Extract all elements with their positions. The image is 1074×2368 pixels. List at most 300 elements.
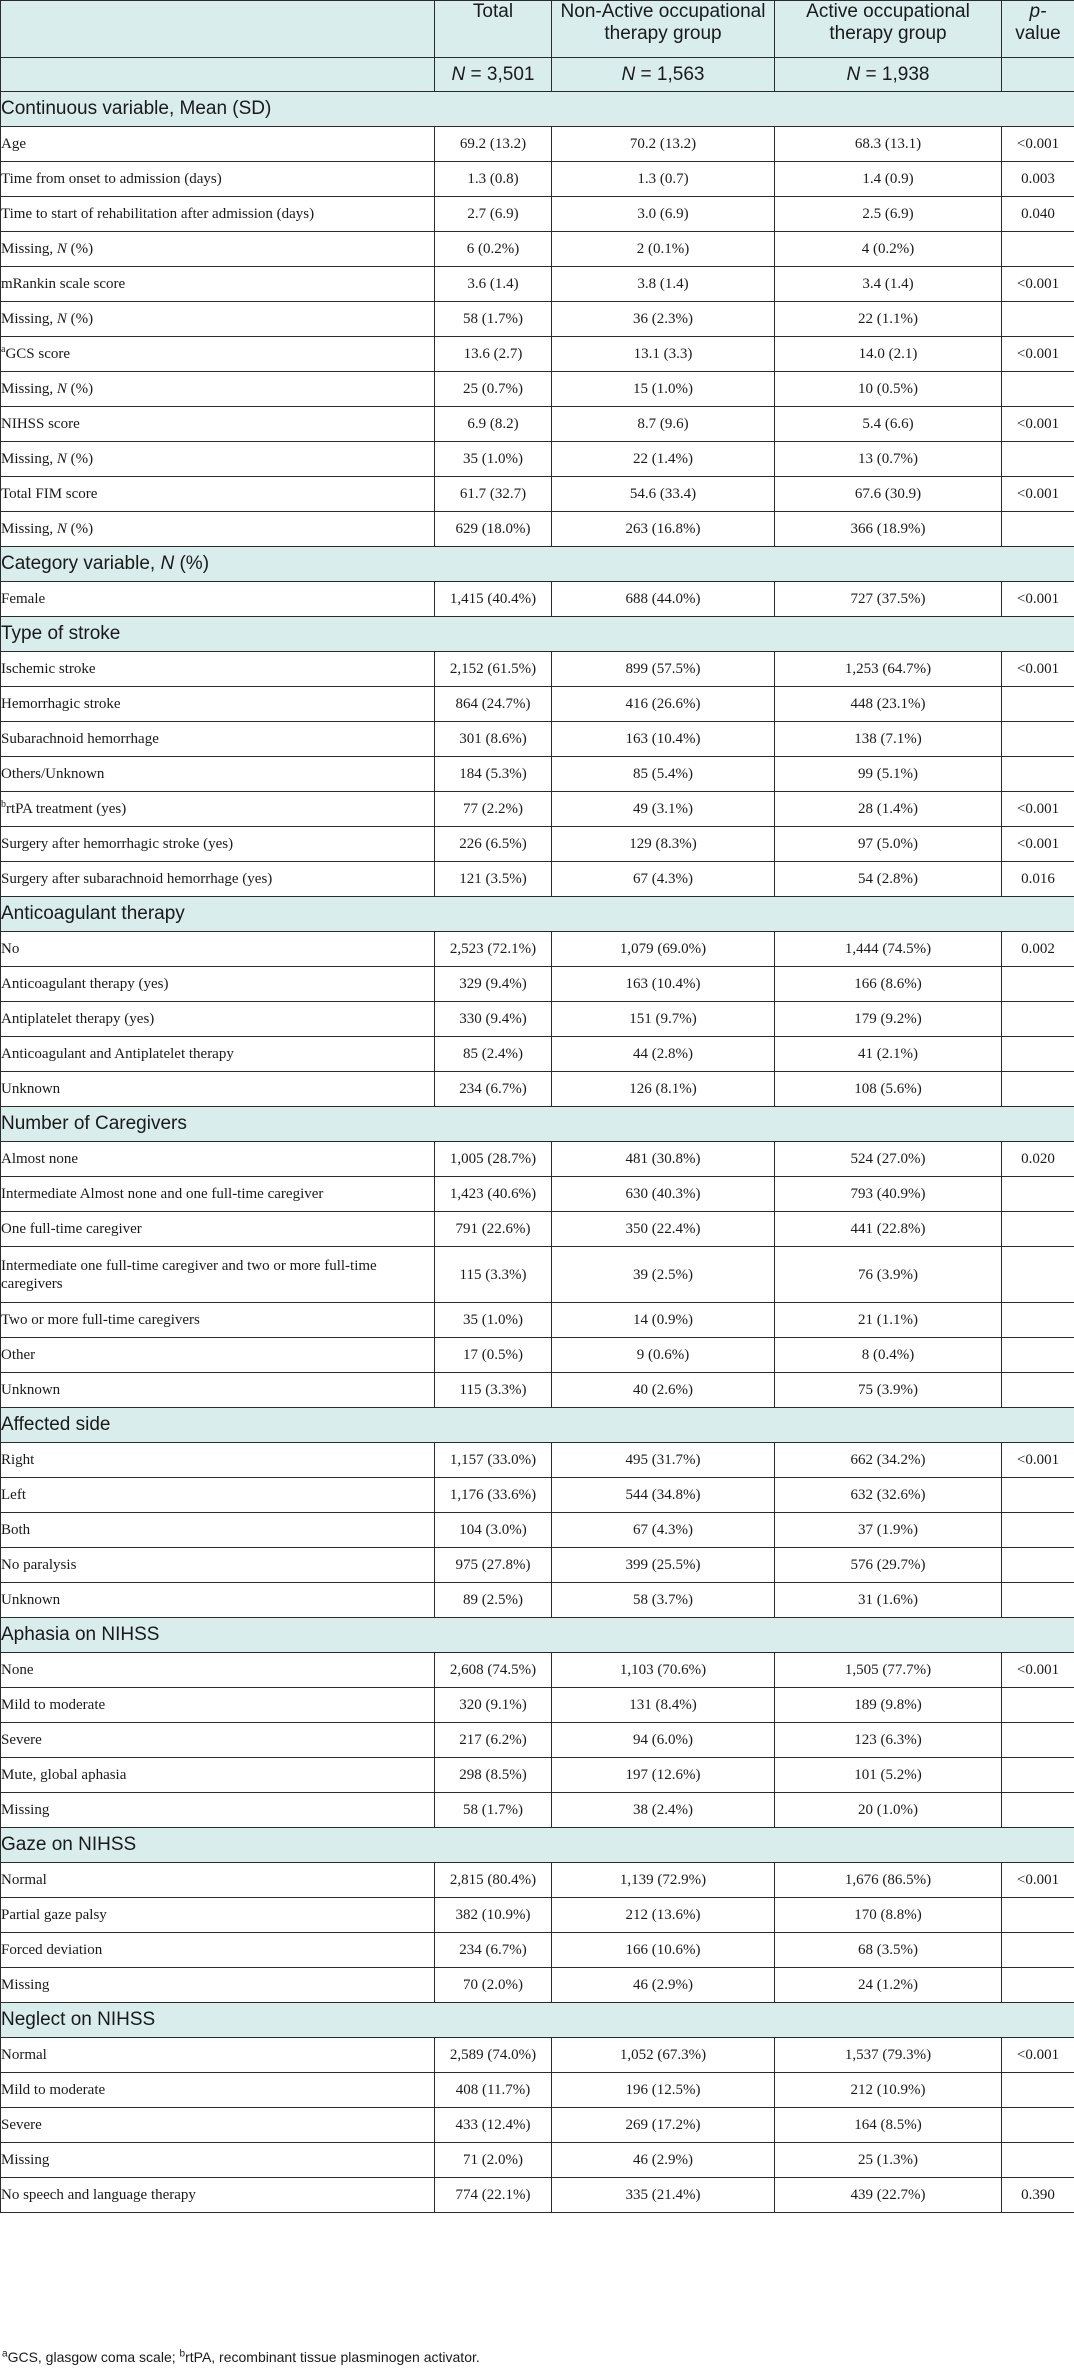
table-row: [1, 197, 1074, 232]
cell-nonactive: 131 (8.4%): [552, 1688, 775, 1723]
row-label: No: [1, 932, 435, 967]
row-label: Time from onset to admission (days): [1, 162, 435, 197]
row-label: Antiplatelet therapy (yes): [1, 1002, 435, 1037]
table-body: [1, 92, 1074, 2213]
cell-p-value: <0.001: [1002, 127, 1074, 162]
cell-nonactive: 36 (2.3%): [552, 302, 775, 337]
cell-total: 226 (6.5%): [435, 827, 552, 862]
cell-p-value: [1002, 1933, 1074, 1968]
cell-nonactive: 495 (31.7%): [552, 1443, 775, 1478]
section-header: [1, 1408, 1074, 1443]
cell-nonactive: 13.1 (3.3): [552, 337, 775, 372]
table-row: [1, 1037, 1074, 1072]
header-variable: [1, 1, 435, 58]
cell-nonactive: 46 (2.9%): [552, 1968, 775, 2003]
table-row: [1, 1002, 1074, 1037]
row-label: Hemorrhagic stroke: [1, 687, 435, 722]
cell-active: 28 (1.4%): [775, 792, 1002, 827]
row-label: Missing, N (%): [1, 302, 435, 337]
cell-active: 25 (1.3%): [775, 2143, 1002, 2178]
cell-total: 301 (8.6%): [435, 722, 552, 757]
cell-active: 366 (18.9%): [775, 512, 1002, 547]
row-label: Anticoagulant therapy (yes): [1, 967, 435, 1002]
cell-active: 2.5 (6.9): [775, 197, 1002, 232]
cell-active: 97 (5.0%): [775, 827, 1002, 862]
row-label: Two or more full-time caregivers: [1, 1303, 435, 1338]
cell-p-value: <0.001: [1002, 267, 1074, 302]
row-label: Missing, N (%): [1, 442, 435, 477]
cell-active: 108 (5.6%): [775, 1072, 1002, 1107]
cell-nonactive: 481 (30.8%): [552, 1142, 775, 1177]
cell-p-value: [1002, 1723, 1074, 1758]
header-n-active: N = 1,938: [775, 58, 1002, 92]
cell-p-value: [1002, 1968, 1074, 2003]
cell-total: 115 (3.3%): [435, 1247, 552, 1303]
cell-total: 408 (11.7%): [435, 2073, 552, 2108]
table-row: [1, 1898, 1074, 1933]
cell-nonactive: 15 (1.0%): [552, 372, 775, 407]
table-row: [1, 1723, 1074, 1758]
section-title: Neglect on NIHSS: [1, 2003, 1074, 2038]
cell-p-value: [1002, 1688, 1074, 1723]
header-row-n: [1, 58, 1074, 92]
table-row: [1, 1338, 1074, 1373]
table-row: [1, 967, 1074, 1002]
row-label: Ischemic stroke: [1, 652, 435, 687]
cell-active: 8 (0.4%): [775, 1338, 1002, 1373]
cell-nonactive: 67 (4.3%): [552, 1513, 775, 1548]
cell-nonactive: 2 (0.1%): [552, 232, 775, 267]
table-row: [1, 1177, 1074, 1212]
cell-nonactive: 129 (8.3%): [552, 827, 775, 862]
cell-p-value: [1002, 232, 1074, 267]
row-label: Missing, N (%): [1, 512, 435, 547]
cell-total: 2,815 (80.4%): [435, 1863, 552, 1898]
cell-nonactive: 3.8 (1.4): [552, 267, 775, 302]
cell-p-value: [1002, 1212, 1074, 1247]
cell-active: 632 (32.6%): [775, 1478, 1002, 1513]
cell-p-value: [1002, 2143, 1074, 2178]
cell-total: 77 (2.2%): [435, 792, 552, 827]
table-row: [1, 1513, 1074, 1548]
cell-active: 123 (6.3%): [775, 1723, 1002, 1758]
section-header: [1, 547, 1074, 582]
table-row: [1, 2178, 1074, 2213]
row-label: One full-time caregiver: [1, 1212, 435, 1247]
cell-active: 5.4 (6.6): [775, 407, 1002, 442]
cell-active: 576 (29.7%): [775, 1548, 1002, 1583]
cell-total: 25 (0.7%): [435, 372, 552, 407]
cell-active: 10 (0.5%): [775, 372, 1002, 407]
cell-p-value: [1002, 2073, 1074, 2108]
cell-total: 35 (1.0%): [435, 1303, 552, 1338]
cell-p-value: [1002, 372, 1074, 407]
cell-total: 1.3 (0.8): [435, 162, 552, 197]
cell-nonactive: 163 (10.4%): [552, 722, 775, 757]
cell-total: 791 (22.6%): [435, 1212, 552, 1247]
row-label: Surgery after hemorrhagic stroke (yes): [1, 827, 435, 862]
cell-total: 234 (6.7%): [435, 1933, 552, 1968]
cell-total: 629 (18.0%): [435, 512, 552, 547]
cell-p-value: [1002, 757, 1074, 792]
cell-p-value: <0.001: [1002, 477, 1074, 512]
row-label: Normal: [1, 1863, 435, 1898]
cell-total: 85 (2.4%): [435, 1037, 552, 1072]
table-row: [1, 1863, 1074, 1898]
row-label: Other: [1, 1338, 435, 1373]
table-row: [1, 1247, 1074, 1303]
cell-total: 6 (0.2%): [435, 232, 552, 267]
cell-total: 774 (22.1%): [435, 2178, 552, 2213]
cell-active: 13 (0.7%): [775, 442, 1002, 477]
cell-nonactive: 544 (34.8%): [552, 1478, 775, 1513]
row-label: Intermediate one full-time caregiver and two or more full-time caregivers: [1, 1247, 435, 1303]
cell-active: 1,253 (64.7%): [775, 652, 1002, 687]
row-label: Left: [1, 1478, 435, 1513]
cell-active: 1,505 (77.7%): [775, 1653, 1002, 1688]
table-row: [1, 757, 1074, 792]
cell-p-value: [1002, 1373, 1074, 1408]
row-label: Right: [1, 1443, 435, 1478]
cell-active: 68.3 (13.1): [775, 127, 1002, 162]
cell-active: 41 (2.1%): [775, 1037, 1002, 1072]
cell-nonactive: 1,079 (69.0%): [552, 932, 775, 967]
table-row: [1, 1072, 1074, 1107]
cell-nonactive: 1,139 (72.9%): [552, 1863, 775, 1898]
cell-nonactive: 70.2 (13.2): [552, 127, 775, 162]
cell-nonactive: 335 (21.4%): [552, 2178, 775, 2213]
cell-nonactive: 9 (0.6%): [552, 1338, 775, 1373]
section-header: [1, 1828, 1074, 1863]
cell-nonactive: 899 (57.5%): [552, 652, 775, 687]
row-label: mRankin scale score: [1, 267, 435, 302]
cell-active: 99 (5.1%): [775, 757, 1002, 792]
cell-p-value: [1002, 1072, 1074, 1107]
cell-total: 298 (8.5%): [435, 1758, 552, 1793]
cell-total: 382 (10.9%): [435, 1898, 552, 1933]
header-n-blank: [1, 58, 435, 92]
row-label: Missing: [1, 1793, 435, 1828]
cell-nonactive: 399 (25.5%): [552, 1548, 775, 1583]
cell-total: 2,523 (72.1%): [435, 932, 552, 967]
cell-active: 20 (1.0%): [775, 1793, 1002, 1828]
cell-total: 13.6 (2.7): [435, 337, 552, 372]
cell-active: 441 (22.8%): [775, 1212, 1002, 1247]
cell-total: 1,423 (40.6%): [435, 1177, 552, 1212]
row-label: Female: [1, 582, 435, 617]
cell-total: 184 (5.3%): [435, 757, 552, 792]
cell-total: 433 (12.4%): [435, 2108, 552, 2143]
cell-active: 68 (3.5%): [775, 1933, 1002, 1968]
cell-nonactive: 688 (44.0%): [552, 582, 775, 617]
table-row: [1, 1793, 1074, 1828]
cell-active: 76 (3.9%): [775, 1247, 1002, 1303]
cell-nonactive: 22 (1.4%): [552, 442, 775, 477]
header-p-value: p- value: [1002, 1, 1074, 58]
cell-active: 3.4 (1.4): [775, 267, 1002, 302]
cell-total: 234 (6.7%): [435, 1072, 552, 1107]
cell-active: 439 (22.7%): [775, 2178, 1002, 2213]
cell-nonactive: 196 (12.5%): [552, 2073, 775, 2108]
header-total: Total: [435, 1, 552, 58]
row-label: Missing, N (%): [1, 372, 435, 407]
cell-nonactive: 85 (5.4%): [552, 757, 775, 792]
cell-nonactive: 40 (2.6%): [552, 1373, 775, 1408]
table-row: [1, 652, 1074, 687]
header-n-nonactive: N = 1,563: [552, 58, 775, 92]
cell-total: 1,415 (40.4%): [435, 582, 552, 617]
table-row: [1, 827, 1074, 862]
table-row: [1, 162, 1074, 197]
cell-active: 22 (1.1%): [775, 302, 1002, 337]
table-row: [1, 1688, 1074, 1723]
row-label: Both: [1, 1513, 435, 1548]
cell-active: 24 (1.2%): [775, 1968, 1002, 2003]
cell-p-value: [1002, 302, 1074, 337]
table-row: [1, 2143, 1074, 2178]
cell-total: 330 (9.4%): [435, 1002, 552, 1037]
table-row: [1, 862, 1074, 897]
cell-total: 121 (3.5%): [435, 862, 552, 897]
cell-p-value: <0.001: [1002, 827, 1074, 862]
row-label: NIHSS score: [1, 407, 435, 442]
cell-p-value: 0.390: [1002, 2178, 1074, 2213]
cell-p-value: [1002, 1303, 1074, 1338]
cell-active: 1,676 (86.5%): [775, 1863, 1002, 1898]
row-label: Mute, global aphasia: [1, 1758, 435, 1793]
cell-nonactive: 197 (12.6%): [552, 1758, 775, 1793]
cell-total: 975 (27.8%): [435, 1548, 552, 1583]
cell-nonactive: 151 (9.7%): [552, 1002, 775, 1037]
cell-p-value: [1002, 512, 1074, 547]
row-label: Almost none: [1, 1142, 435, 1177]
row-label: Normal: [1, 2038, 435, 2073]
cell-active: 1.4 (0.9): [775, 162, 1002, 197]
cell-p-value: [1002, 1478, 1074, 1513]
cell-active: 166 (8.6%): [775, 967, 1002, 1002]
table-row: [1, 1758, 1074, 1793]
cell-p-value: [1002, 1002, 1074, 1037]
cell-nonactive: 263 (16.8%): [552, 512, 775, 547]
cell-total: 320 (9.1%): [435, 1688, 552, 1723]
cell-p-value: <0.001: [1002, 1863, 1074, 1898]
cell-total: 69.2 (13.2): [435, 127, 552, 162]
cell-total: 89 (2.5%): [435, 1583, 552, 1618]
cell-p-value: <0.001: [1002, 2038, 1074, 2073]
section-title: Type of stroke: [1, 617, 1074, 652]
cell-total: 115 (3.3%): [435, 1373, 552, 1408]
cell-p-value: [1002, 1793, 1074, 1828]
row-label: Unknown: [1, 1373, 435, 1408]
table-row: [1, 2038, 1074, 2073]
cell-p-value: <0.001: [1002, 337, 1074, 372]
table-row: [1, 477, 1074, 512]
section-header: [1, 1107, 1074, 1142]
cell-active: 212 (10.9%): [775, 2073, 1002, 2108]
cell-p-value: [1002, 1548, 1074, 1583]
cell-p-value: <0.001: [1002, 582, 1074, 617]
row-label: Total FIM score: [1, 477, 435, 512]
table-row: [1, 1933, 1074, 1968]
table-row: [1, 2073, 1074, 2108]
section-title: Gaze on NIHSS: [1, 1828, 1074, 1863]
row-label: $^a$GCS score: [1, 337, 435, 372]
cell-p-value: [1002, 722, 1074, 757]
section-title: Continuous variable, Mean (SD): [1, 92, 1074, 127]
table-row: [1, 232, 1074, 267]
section-title: Anticoagulant therapy: [1, 897, 1074, 932]
cell-p-value: [1002, 1513, 1074, 1548]
table-row: [1, 1303, 1074, 1338]
cell-nonactive: 1.3 (0.7): [552, 162, 775, 197]
table-row: [1, 1142, 1074, 1177]
table-row: [1, 267, 1074, 302]
cell-p-value: [1002, 1247, 1074, 1303]
table-row: [1, 512, 1074, 547]
header-n-p: [1002, 58, 1074, 92]
table-row: [1, 792, 1074, 827]
row-label: Missing: [1, 1968, 435, 2003]
cell-active: 54 (2.8%): [775, 862, 1002, 897]
row-label: No speech and language therapy: [1, 2178, 435, 2213]
cell-nonactive: 126 (8.1%): [552, 1072, 775, 1107]
table-row: [1, 932, 1074, 967]
cell-p-value: <0.001: [1002, 407, 1074, 442]
cell-active: 21 (1.1%): [775, 1303, 1002, 1338]
cell-p-value: 0.040: [1002, 197, 1074, 232]
section-header: [1, 1618, 1074, 1653]
cell-nonactive: 58 (3.7%): [552, 1583, 775, 1618]
cell-active: 4 (0.2%): [775, 232, 1002, 267]
table-row: [1, 1212, 1074, 1247]
cell-active: 1,444 (74.5%): [775, 932, 1002, 967]
cell-nonactive: 49 (3.1%): [552, 792, 775, 827]
cell-p-value: <0.001: [1002, 1653, 1074, 1688]
cell-active: 189 (9.8%): [775, 1688, 1002, 1723]
row-label: Unknown: [1, 1583, 435, 1618]
table-row: [1, 1968, 1074, 2003]
cell-p-value: [1002, 1758, 1074, 1793]
cell-nonactive: 166 (10.6%): [552, 1933, 775, 1968]
cell-total: 70 (2.0%): [435, 1968, 552, 2003]
table-row: [1, 687, 1074, 722]
table-row: [1, 2108, 1074, 2143]
cell-nonactive: 163 (10.4%): [552, 967, 775, 1002]
row-label: Age: [1, 127, 435, 162]
row-label: Partial gaze palsy: [1, 1898, 435, 1933]
cell-active: 101 (5.2%): [775, 1758, 1002, 1793]
cell-p-value: [1002, 1898, 1074, 1933]
row-label: Missing, N (%): [1, 232, 435, 267]
row-label: Others/Unknown: [1, 757, 435, 792]
section-title: Number of Caregivers: [1, 1107, 1074, 1142]
cell-active: 75 (3.9%): [775, 1373, 1002, 1408]
cell-active: 164 (8.5%): [775, 2108, 1002, 2143]
cell-active: 138 (7.1%): [775, 722, 1002, 757]
cell-total: 3.6 (1.4): [435, 267, 552, 302]
section-title: Aphasia on NIHSS: [1, 1618, 1074, 1653]
row-label: Mild to moderate: [1, 1688, 435, 1723]
cell-p-value: <0.001: [1002, 792, 1074, 827]
cell-total: 329 (9.4%): [435, 967, 552, 1002]
cell-total: 217 (6.2%): [435, 1723, 552, 1758]
cell-active: 37 (1.9%): [775, 1513, 1002, 1548]
row-label: Severe: [1, 2108, 435, 2143]
cell-active: 727 (37.5%): [775, 582, 1002, 617]
cell-total: 2,152 (61.5%): [435, 652, 552, 687]
table-row: [1, 1478, 1074, 1513]
row-label: Missing: [1, 2143, 435, 2178]
table-row: [1, 1548, 1074, 1583]
cell-p-value: [1002, 1338, 1074, 1373]
section-title: Category variable, N (%): [1, 547, 1074, 582]
row-label: Unknown: [1, 1072, 435, 1107]
cell-p-value: 0.002: [1002, 932, 1074, 967]
cell-total: 1,157 (33.0%): [435, 1443, 552, 1478]
table-row: [1, 1443, 1074, 1478]
cell-nonactive: 94 (6.0%): [552, 1723, 775, 1758]
row-label: $^b$rtPA treatment (yes): [1, 792, 435, 827]
row-label: No paralysis: [1, 1548, 435, 1583]
table-row: [1, 1373, 1074, 1408]
cell-p-value: 0.020: [1002, 1142, 1074, 1177]
cell-nonactive: 269 (17.2%): [552, 2108, 775, 2143]
cell-active: 14.0 (2.1): [775, 337, 1002, 372]
cell-active: 170 (8.8%): [775, 1898, 1002, 1933]
cell-p-value: <0.001: [1002, 652, 1074, 687]
table-row: [1, 302, 1074, 337]
table-row: [1, 582, 1074, 617]
table-row: [1, 1583, 1074, 1618]
row-label: Forced deviation: [1, 1933, 435, 1968]
row-label: Time to start of rehabilitation after admission (days): [1, 197, 435, 232]
cell-p-value: [1002, 967, 1074, 1002]
table-row: [1, 337, 1074, 372]
section-header: [1, 2003, 1074, 2038]
cell-active: 524 (27.0%): [775, 1142, 1002, 1177]
cell-nonactive: 3.0 (6.9): [552, 197, 775, 232]
cell-nonactive: 416 (26.6%): [552, 687, 775, 722]
cell-total: 58 (1.7%): [435, 302, 552, 337]
cell-total: 71 (2.0%): [435, 2143, 552, 2178]
cell-total: 1,176 (33.6%): [435, 1478, 552, 1513]
cell-nonactive: 212 (13.6%): [552, 1898, 775, 1933]
cell-total: 61.7 (32.7): [435, 477, 552, 512]
cell-total: 104 (3.0%): [435, 1513, 552, 1548]
row-label: Surgery after subarachnoid hemorrhage (yes): [1, 862, 435, 897]
cell-active: 793 (40.9%): [775, 1177, 1002, 1212]
footnote: $^a$GCS, glasgow coma scale; $^b$rtPA, recombinant tissue plasminogen activator.: [2, 2348, 480, 2365]
cell-p-value: 0.003: [1002, 162, 1074, 197]
header-nonactive: Non-Active occupational therapy group: [552, 1, 775, 58]
table-row: [1, 407, 1074, 442]
row-label: Subarachnoid hemorrhage: [1, 722, 435, 757]
table-row: [1, 1653, 1074, 1688]
cell-total: 1,005 (28.7%): [435, 1142, 552, 1177]
cell-total: 2,608 (74.5%): [435, 1653, 552, 1688]
cell-active: 662 (34.2%): [775, 1443, 1002, 1478]
cell-p-value: [1002, 1583, 1074, 1618]
cell-p-value: [1002, 442, 1074, 477]
cell-nonactive: 630 (40.3%): [552, 1177, 775, 1212]
header-active: Active occupational therapy group: [775, 1, 1002, 58]
cell-nonactive: 46 (2.9%): [552, 2143, 775, 2178]
cell-total: 864 (24.7%): [435, 687, 552, 722]
cell-nonactive: 44 (2.8%): [552, 1037, 775, 1072]
cell-total: 17 (0.5%): [435, 1338, 552, 1373]
cell-p-value: [1002, 687, 1074, 722]
row-label: None: [1, 1653, 435, 1688]
